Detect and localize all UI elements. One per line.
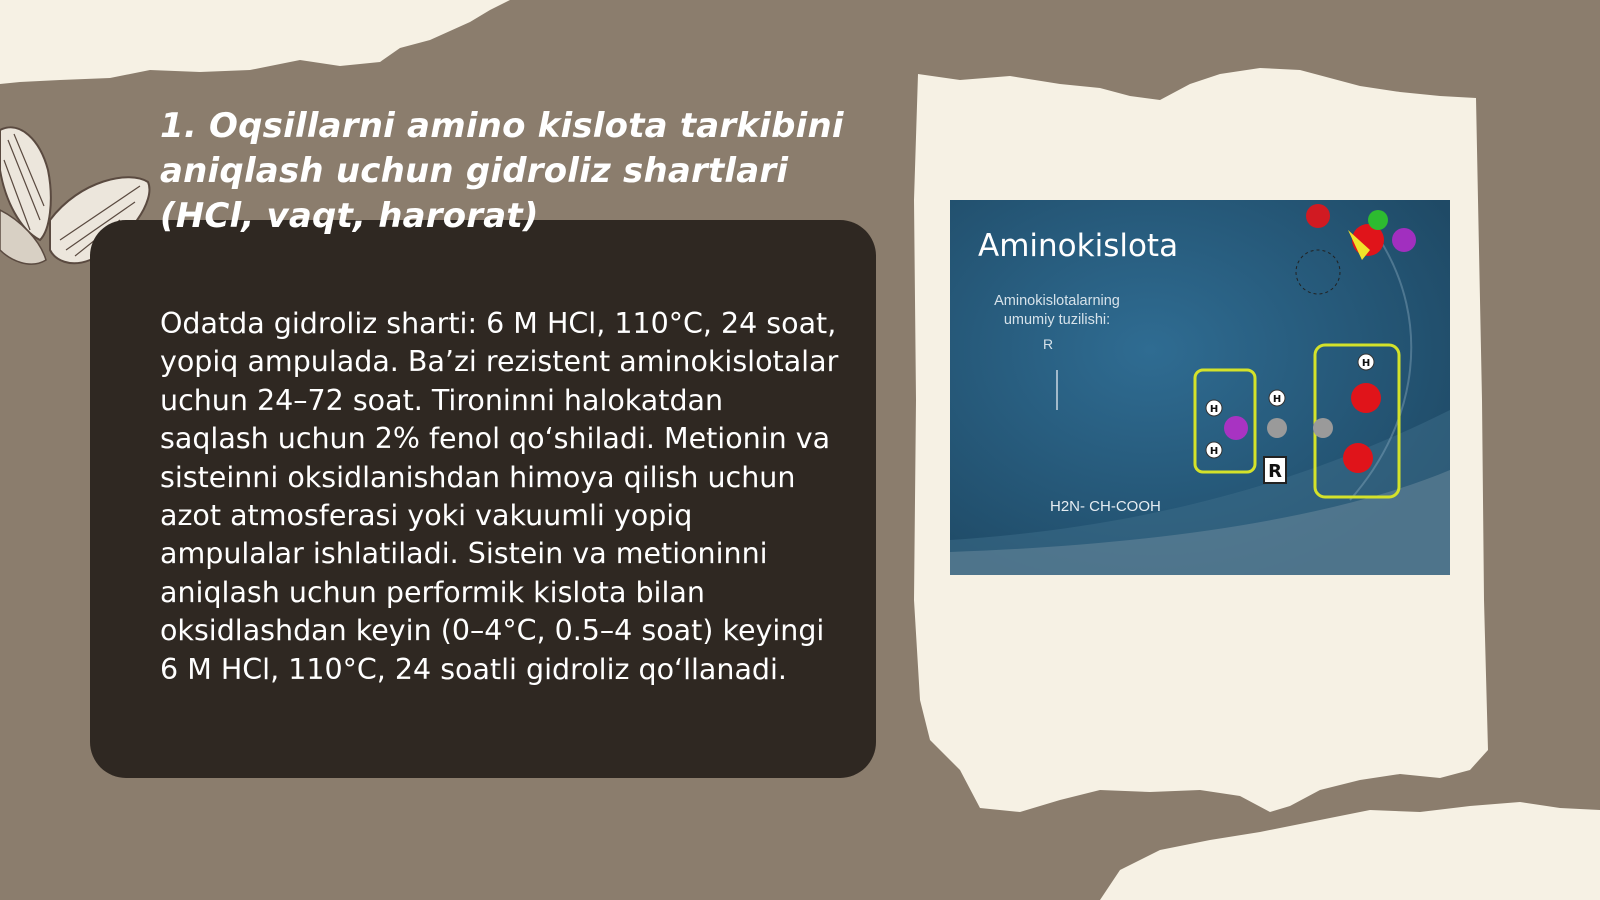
atom-h-label: H: [1361, 358, 1371, 369]
embedded-slide-formula: H2N- CH-COOH: [1050, 498, 1161, 515]
atom-o: [1351, 383, 1381, 413]
embedded-slide-title: Aminokislota: [978, 228, 1179, 264]
embedded-slide-image: [950, 200, 1450, 575]
atom-h-label: H: [1272, 394, 1282, 405]
cartoon-atom-icon: [1306, 204, 1330, 228]
embedded-slide-r-label: R: [1043, 336, 1054, 352]
atom-o: [1343, 443, 1373, 473]
torn-paper-bottom-right: [1100, 802, 1600, 900]
atom-h-label: H: [1209, 446, 1219, 457]
atom-c: [1267, 418, 1287, 438]
torn-paper-top-left: [0, 0, 510, 84]
slide-title: 1. Oqsillarni amino kislota tarkibini aniqlash uchun gidroliz shartlari (HCl, vaqt, harorat): [160, 106, 844, 236]
r-group-box: R: [1263, 456, 1287, 484]
cartoon-atom-icon: [1368, 210, 1388, 230]
embedded-slide-subtitle: Aminokislotalarning umumiy tuzilishi:: [994, 293, 1120, 328]
slide-body-text: Odatda gidroliz sharti: 6 M HCl, 110°C, 24 soat, yopiq ampulada. Ba’zi rezistent aminokislotalar uchun 24–72 soat. Tironinni halokatdan saqlash uchun 2% fenol qo‘shiladi. Metionin va sisteinni oksidlanishdan himoya qilish uchun azot atmosferasi yoki vakuumli yopiq ampulalar ishlatiladi. Sistein va metioninni aniqlash uchun performik kislota bilan oksidlashdan keyin (0–4°C, 0.5–4 soat) keyingi 6 M HCl, 110°C, 24 soatli gidroliz qo‘llanadi.: [160, 307, 839, 686]
atom-h-label: H: [1209, 404, 1219, 415]
atom-c: [1313, 418, 1333, 438]
cartoon-atom-icon: [1392, 228, 1416, 252]
atom-n: [1224, 416, 1248, 440]
